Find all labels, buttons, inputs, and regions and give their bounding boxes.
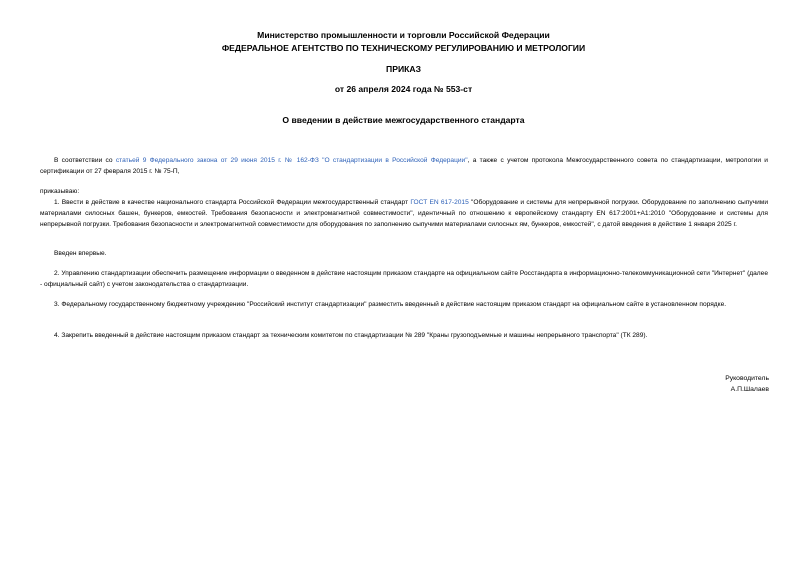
standard-link[interactable]: ГОСТ EN 617-2015 (410, 199, 469, 206)
order-word: приказываю: (40, 188, 80, 195)
item-1-suffix: "Оборудование и системы для непрерывной погрузки. Оборудование по заполнению сыпучими материалами силосных башен, бункеров, емкостей. Требования безопасности и электромагнитной совместимости", идентичный по отношению к европейскому стандарту EN 617:2001+A1:2010 "Оборудование и системы для непрерывной погрузки. Требования безопасности и электромагнитной совместимости для оборудования по заполнению сыпучими материалами силосных ям, бункеров, емкостей", с датой введения в действие 1 января 2025 г. (40, 199, 769, 228)
intro-suffix: , а также с учетом протокола Межгосударственного совета по стандартизации, метрологии и сертификации от 27 февраля 2015 г. № 75-П, (40, 157, 768, 175)
law-link[interactable]: статьей 9 Федерального закона от 29 июня 2015 г. № 162-ФЗ "О стандартизации в Российской Федерации" (115, 157, 468, 164)
introduced-first-note: Введен впервые. (54, 250, 107, 257)
document-type: ПРИКАЗ (386, 64, 421, 74)
document-subject: О введении в действие межгосударственного стандарта (282, 115, 525, 125)
item-3-paragraph: 3. Федеральному государственному бюджетному учреждению "Российский институт стандартизации" разместить введенный в действие настоящим приказом стандарт на официальном сайте в установленном порядке. (54, 301, 727, 308)
item-1-prefix: 1. Ввести в действие в качестве национального стандарта Российской Федерации межгосударственный стандарт (54, 199, 411, 206)
item-1-paragraph (40, 197, 768, 230)
intro-prefix: В соответствии со (54, 157, 116, 164)
signature-name: А.П.Шалаев (730, 386, 769, 393)
intro-paragraph (40, 155, 768, 177)
ministry-title: Министерство промышленности и торговли Российской Федерации (257, 30, 550, 40)
item-2-paragraph: 2. Управлению стандартизации обеспечить размещение информации о введенном в действие настоящим приказом стандарте на официальном сайте Росстандарта в информационно-телекоммуникационной сети "Интернет" (далее - официальный сайт) с учетом законодательства о стандартизации. (40, 270, 768, 288)
agency-title: ФЕДЕРАЛЬНОЕ АГЕНТСТВО ПО ТЕХНИЧЕСКОМУ РЕГУЛИРОВАНИЮ И МЕТРОЛОГИИ (221, 43, 586, 53)
item-4-paragraph: 4. Закрепить введенный в действие настоящим приказом стандарт за техническим комитетом по стандартизации № 289 "Краны грузоподъемные и машины непрерывного транспорта" (ТК 289). (54, 332, 648, 339)
document-date-number: от 26 апреля 2024 года № 553-ст (334, 84, 473, 94)
signature-title: Руководитель (725, 375, 769, 382)
